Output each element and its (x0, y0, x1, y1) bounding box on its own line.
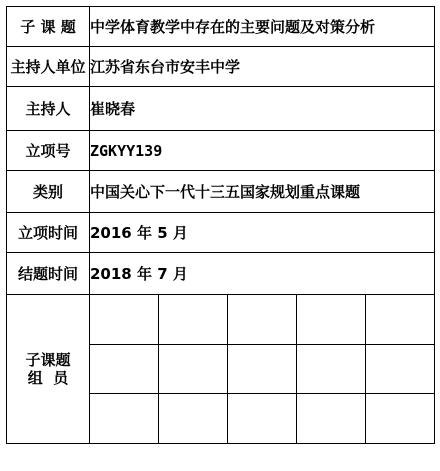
row-category (7, 171, 435, 213)
host-unit-label: 主持人单位 (7, 47, 90, 87)
member-cell (90, 295, 159, 345)
members-row-1 (7, 295, 435, 345)
members-label-line2: 组 员 (27, 369, 69, 387)
subtopic-label: 子 课 题 (7, 7, 90, 47)
project-info-form (6, 6, 435, 444)
start-time-value: 2016 年 5 月 (90, 213, 435, 253)
end-time-label: 结题时间 (7, 253, 90, 295)
member-cell (366, 295, 435, 345)
row-subtopic (7, 7, 435, 47)
member-cell (366, 345, 435, 394)
row-host (7, 87, 435, 131)
member-cell (159, 345, 228, 394)
row-project-number (7, 131, 435, 171)
project-number-value: ZGKYY139 (90, 131, 435, 171)
member-cell (159, 295, 228, 345)
host-label: 主持人 (7, 87, 90, 131)
members-label-line1: 子课题 (25, 351, 71, 369)
row-host-unit (7, 47, 435, 87)
row-start-time (7, 213, 435, 253)
member-cell (297, 345, 366, 394)
category-label: 类别 (7, 171, 90, 213)
project-number-label: 立项号 (7, 131, 90, 171)
subtopic-value: 中学体育教学中存在的主要问题及对策分析 (90, 7, 435, 47)
member-cell (366, 394, 435, 444)
host-unit-value: 江苏省东台市安丰中学 (90, 47, 435, 87)
member-cell (228, 394, 297, 444)
host-value: 崔晓春 (90, 87, 435, 131)
member-cell (159, 394, 228, 444)
start-time-label: 立项时间 (7, 213, 90, 253)
category-value: 中国关心下一代十三五国家规划重点课题 (90, 171, 435, 213)
member-cell (297, 295, 366, 345)
members-label (7, 295, 90, 444)
member-cell (90, 345, 159, 394)
member-cell (228, 295, 297, 345)
member-cell (297, 394, 366, 444)
end-time-value: 2018 年 7 月 (90, 253, 435, 295)
member-cell (228, 345, 297, 394)
member-cell (90, 394, 159, 444)
row-end-time (7, 253, 435, 295)
